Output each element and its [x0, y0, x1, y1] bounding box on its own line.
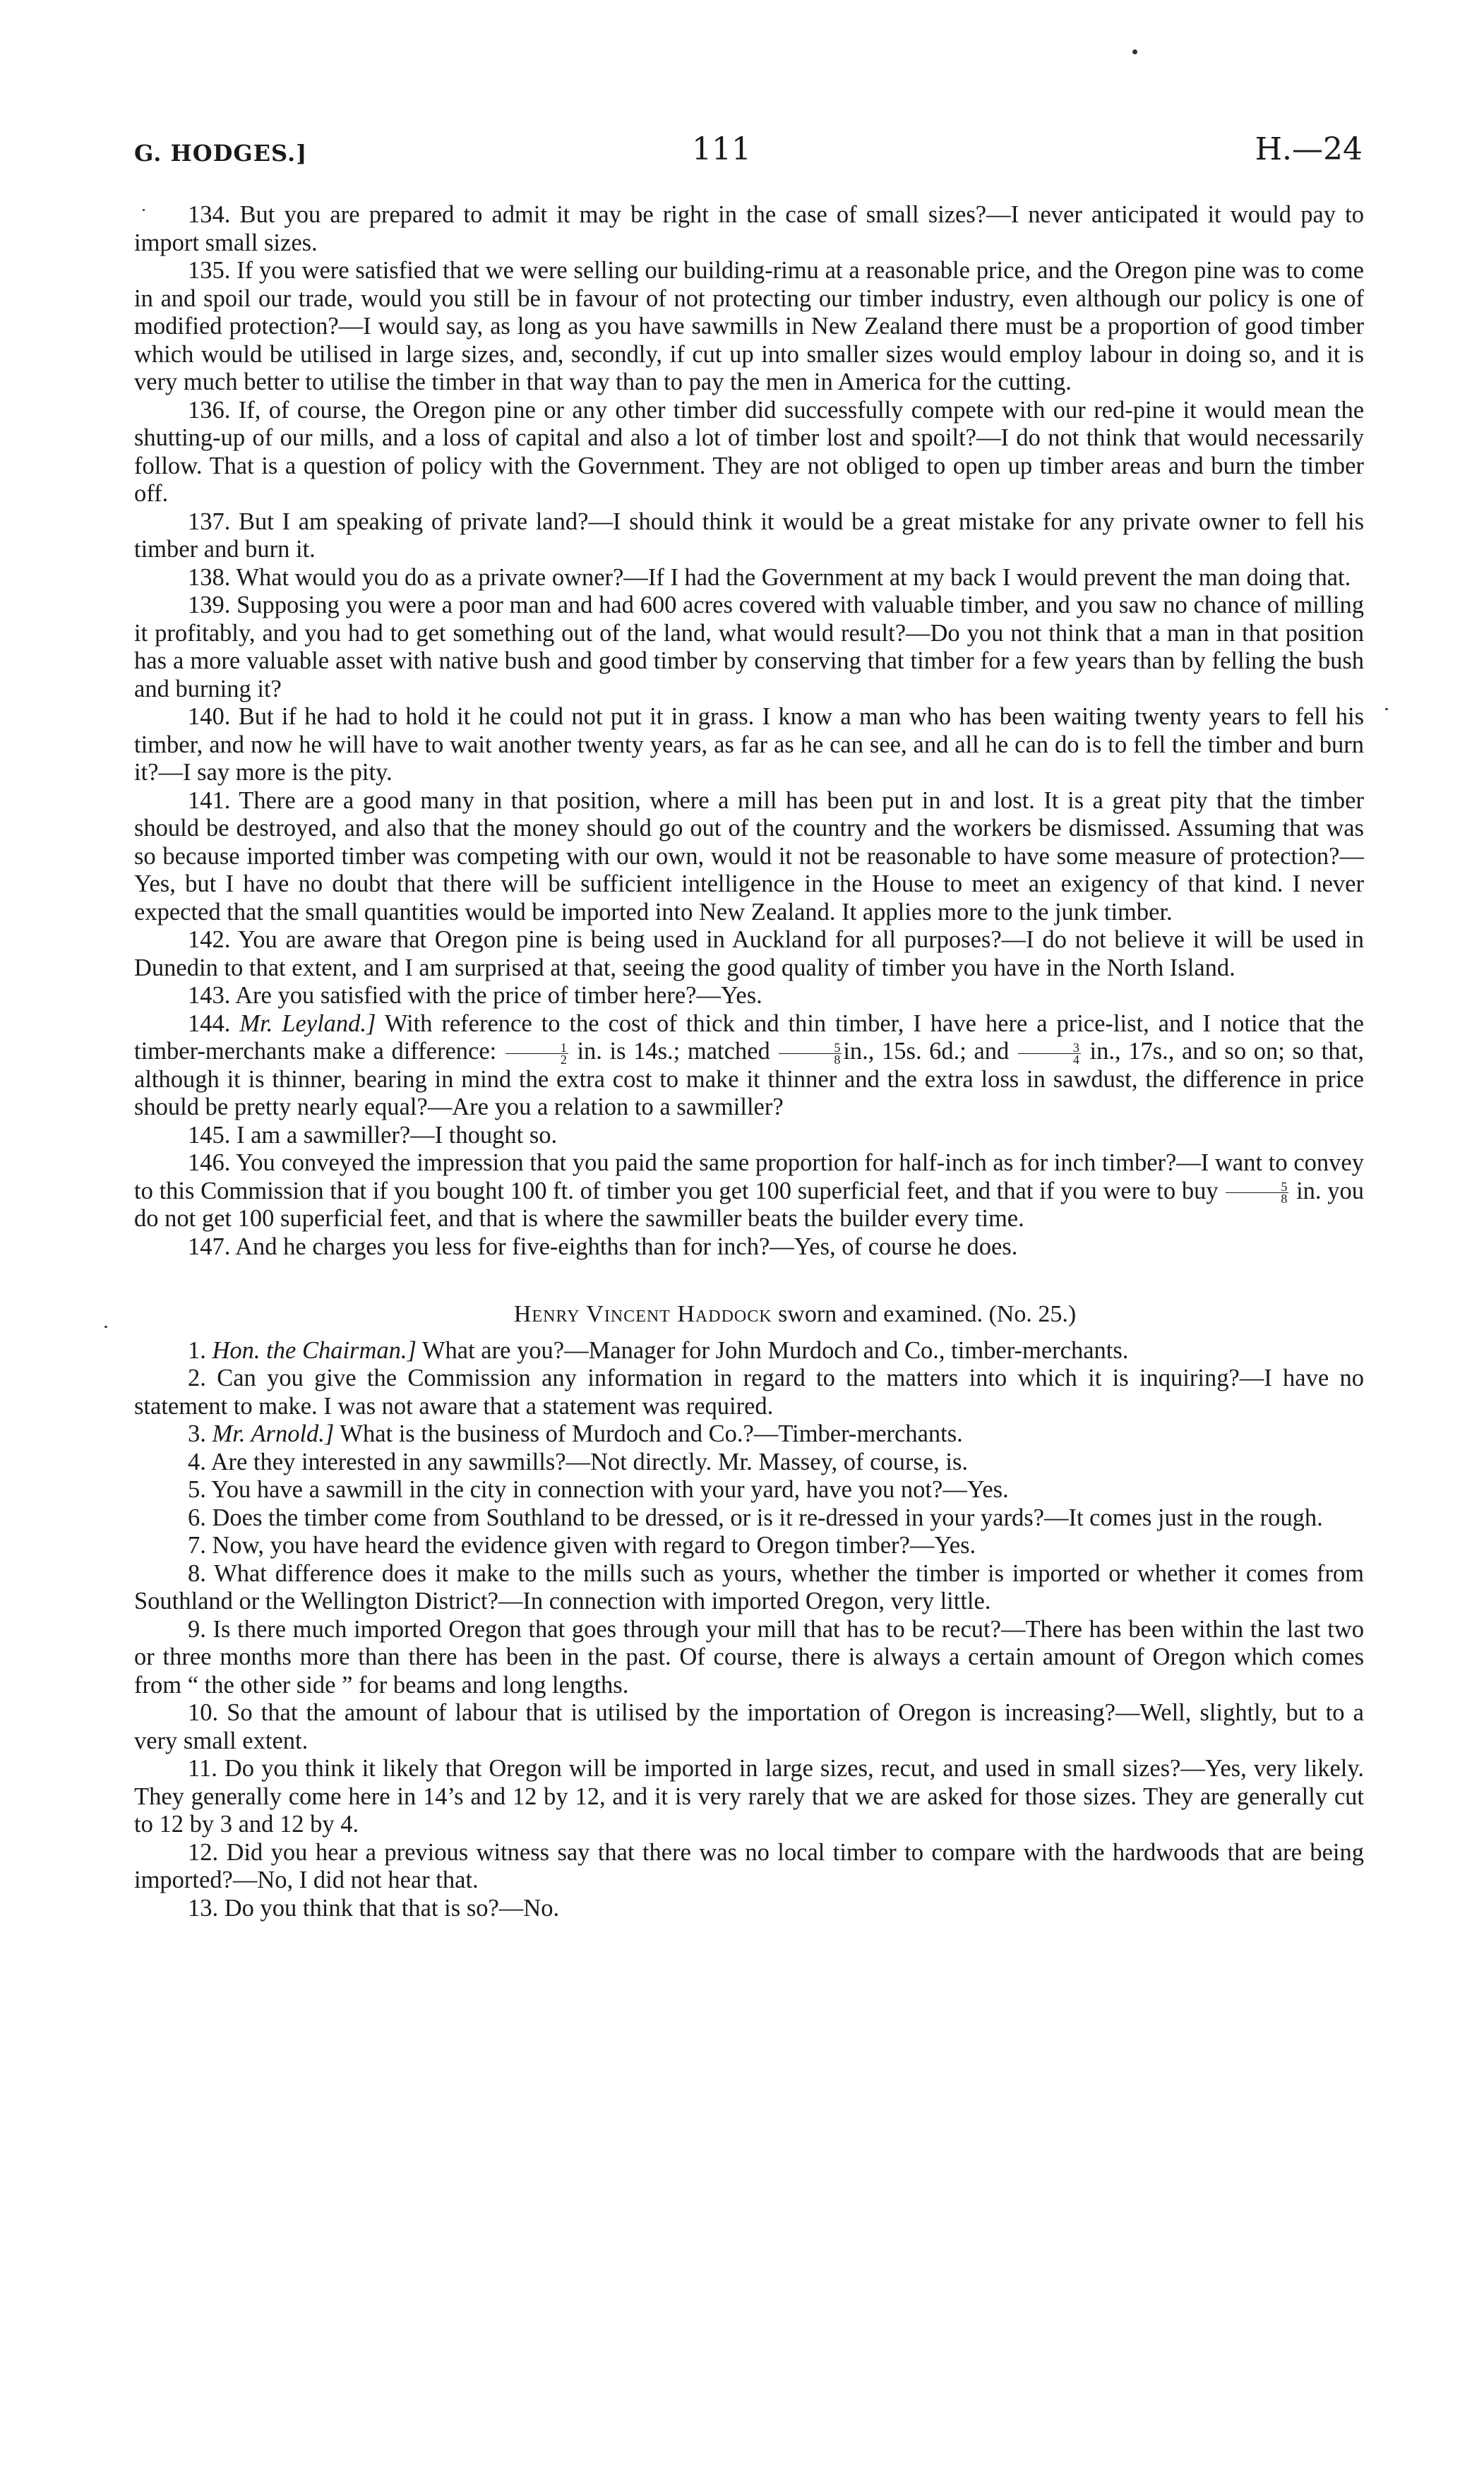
- speaker-name: Mr. Arnold.]: [212, 1420, 335, 1447]
- question-134: 134. But you are prepared to admit it may be right in the case of small sizes?—I never anticipated it would pay to import small sizes.: [134, 201, 1364, 256]
- question-135: 135. If you were satisfied that we were selling our building-rimu at a reasonable price, and the Oregon pine was to come in and spoil our trade, would you still be in favour of not protecting our timber industry, even although our policy is one of modified protection?—I would say, as long as you have sawmills in New Zealand there must be a proportion of good timber which would be utilised in large sizes, and, secondly, if cut up into smaller sizes would employ labour in doing so, and it is very much better to utilise the timber in that way than to pay the men in America for the cutting.: [134, 257, 1364, 395]
- page-number: 111: [692, 131, 751, 167]
- body-text: [134, 201, 1364, 1922]
- scan-speck: [1385, 708, 1388, 710]
- fraction-five-eighths: $\frac{5}{8}$: [1226, 1181, 1288, 1204]
- question-5: 5. You have a sawmill in the city in connection with your yard, have you not?—Yes.: [188, 1476, 1009, 1503]
- fraction-half: $\frac{1}{2}$: [505, 1042, 568, 1065]
- question-136: 136. If, of course, the Oregon pine or any other timber did successfully compete with our red-pine it would mean the shutting-up of our mills, and a loss of capital and also a lot of timber lost and spoilt?—I do not think that would necessarily follow. That is a question of policy with the Government. They are not obliged to open up timber areas and burn the timber off.: [134, 396, 1365, 507]
- fraction-five-eighths: $\frac{5}{8}$: [779, 1042, 842, 1065]
- question-141: 141. There are a good many in that position, where a mill has been put in and lost. It is a great pity that the timber should be destroyed, and also that the money should go out of the country and the workers be dismissed. Assuming that was so because imported timber was competing with our own, would it not be reasonable to have some measure of protection?—Yes, but I have no doubt that there will be sufficient intelligence in the House to meet an exigency of that kind. I never expected that the small quantities would be imported into New Zealand. It applies more to the junk timber.: [134, 786, 1364, 926]
- question-138: 138. What would you do as a private owner?—If I had the Government at my back I would prevent the man doing that.: [188, 563, 1351, 591]
- speaker-name: Hon. the Chairman.]: [212, 1336, 417, 1364]
- section-spacer: [134, 1261, 1364, 1300]
- question-11: 11. Do you think it likely that Oregon will be imported in large sizes, recut, and used in small sizes?—Yes, very likely. They generally come here in 14’s and 12 by 12, and it is very rarely that we are asked for those sizes. They are generally cut to 12 by 3 and 12 by 4.: [134, 1755, 1364, 1838]
- question-8: 8. What difference does it make to the mills such as yours, whether the timber is imported or whether it comes from Southland or the Wellington District?—In connection with imported Oregon, very little.: [134, 1559, 1364, 1615]
- question-6: 6. Does the timber come from Southland to be dressed, or is it re-dressed in your yards?—It comes just in the rough.: [188, 1504, 1323, 1531]
- question-145: 145. I am a sawmiller?—I thought so.: [188, 1121, 558, 1149]
- question-142: 142. You are aware that Oregon pine is being used in Auckland for all purposes?—I do not believe it will be used in Dunedin to that extent, and I am surprised at that, seeing the good quality of timber you have in the North Island.: [134, 926, 1364, 981]
- fraction-three-quarters: $\frac{3}{4}$: [1018, 1042, 1081, 1065]
- witness-name: Henry Vincent Haddock: [513, 1301, 772, 1327]
- question-4: 4. Are they interested in any sawmills?—Not directly. Mr. Massey, of course, is.: [188, 1448, 969, 1475]
- question-2: 2. Can you give the Commission any information in regard to the matters into which it is inquiring?—I have no statement to make. I was not aware that a statement was required.: [134, 1365, 1365, 1420]
- page-header: [134, 126, 1363, 175]
- question-3: 3. Mr. Arnold.] What is the business of Murdoch and Co.?—Timber-merchants.: [188, 1420, 963, 1447]
- question-9: 9. Is there much imported Oregon that goes through your mill that has to be recut?—There has been within the last two or three months more than there has been in the past. Of course, there is always a certain amount of Oregon which comes from “ the other side ” for beams and long lengths.: [134, 1615, 1364, 1699]
- question-139: 139. Supposing you were a poor man and had 600 acres covered with valuable timber, and you saw no chance of milling it profitably, and you had to get something out of the land, what would result?—Do you not think that a man in that position has a more valuable asset with native bush and good timber by conserving that timber for a few years than by felling the bush and burning it?: [134, 592, 1364, 702]
- question-144: 144. Mr. Leyland.] With reference to the cost of thick and thin timber, I have here a price-list, and I notice that the timber-merchants make a difference: $\frac{1}{2}$ in. is 14s.; matched $\frac{5}{8}$ in., 15s. 6d.; and $\frac{3}{4}$ in., 17s., and so on; so that, although it is thinner, bearing in mind the extra cost to make it thinner and the extra loss in sawdust, the difference in price should be pretty nearly equal?—Are you a relation to a sawmiller?: [134, 1010, 1365, 1120]
- question-10: 10. So that the amount of labour that is utilised by the importation of Oregon is increasing?—Well, slightly, but to a very small extent.: [134, 1699, 1364, 1754]
- question-1: 1. Hon. the Chairman.] What are you?—Manager for John Murdoch and Co., timber-merchants.: [188, 1336, 1129, 1364]
- document-reference: H.—24: [1255, 131, 1363, 167]
- question-12: 12. Did you hear a previous witness say that there was no local timber to compare with the hardwoods that are being imported?—No, I did not hear that.: [134, 1838, 1364, 1893]
- question-140: 140. But if he had to hold it he could not put it in grass. I know a man who has been waiting twenty years to fell his timber, and now he will have to wait another twenty years, as far as he can see, and all he can do is to fell the timber and burn it?—I say more is the pity.: [134, 703, 1364, 786]
- scan-speck: [104, 1326, 107, 1328]
- speaker-name: Mr. Leyland.]: [239, 1010, 376, 1037]
- question-143: 143. Are you satisfied with the price of timber here?—Yes.: [188, 982, 762, 1009]
- header-witness-name: G. HODGES.]: [134, 140, 308, 167]
- question-147: 147. And he charges you less for five-eighths than for inch?—Yes, of course he does.: [188, 1233, 1018, 1260]
- question-137: 137. But I am speaking of private land?—I should think it would be a great mistake for any private owner to fell his timber and burn it.: [134, 508, 1365, 563]
- question-7: 7. Now, you have heard the evidence given with regard to Oregon timber?—Yes.: [188, 1532, 976, 1559]
- question-13: 13. Do you think that that is so?—No.: [188, 1894, 560, 1922]
- scan-speck: [1132, 49, 1137, 54]
- witness-heading: Henry Vincent Haddock sworn and examined. (No. 25.): [513, 1301, 1077, 1327]
- question-146: 146. You conveyed the impression that you paid the same proportion for half-inch as for inch timber?—I want to convey to this Commission that if you bought 100 ft. of timber you get 100 superficial feet, and that if you were to buy $\frac{5}{8}$ in. you do not get 100 superficial feet, and that is where the sawmiller beats the builder every time.: [134, 1149, 1365, 1232]
